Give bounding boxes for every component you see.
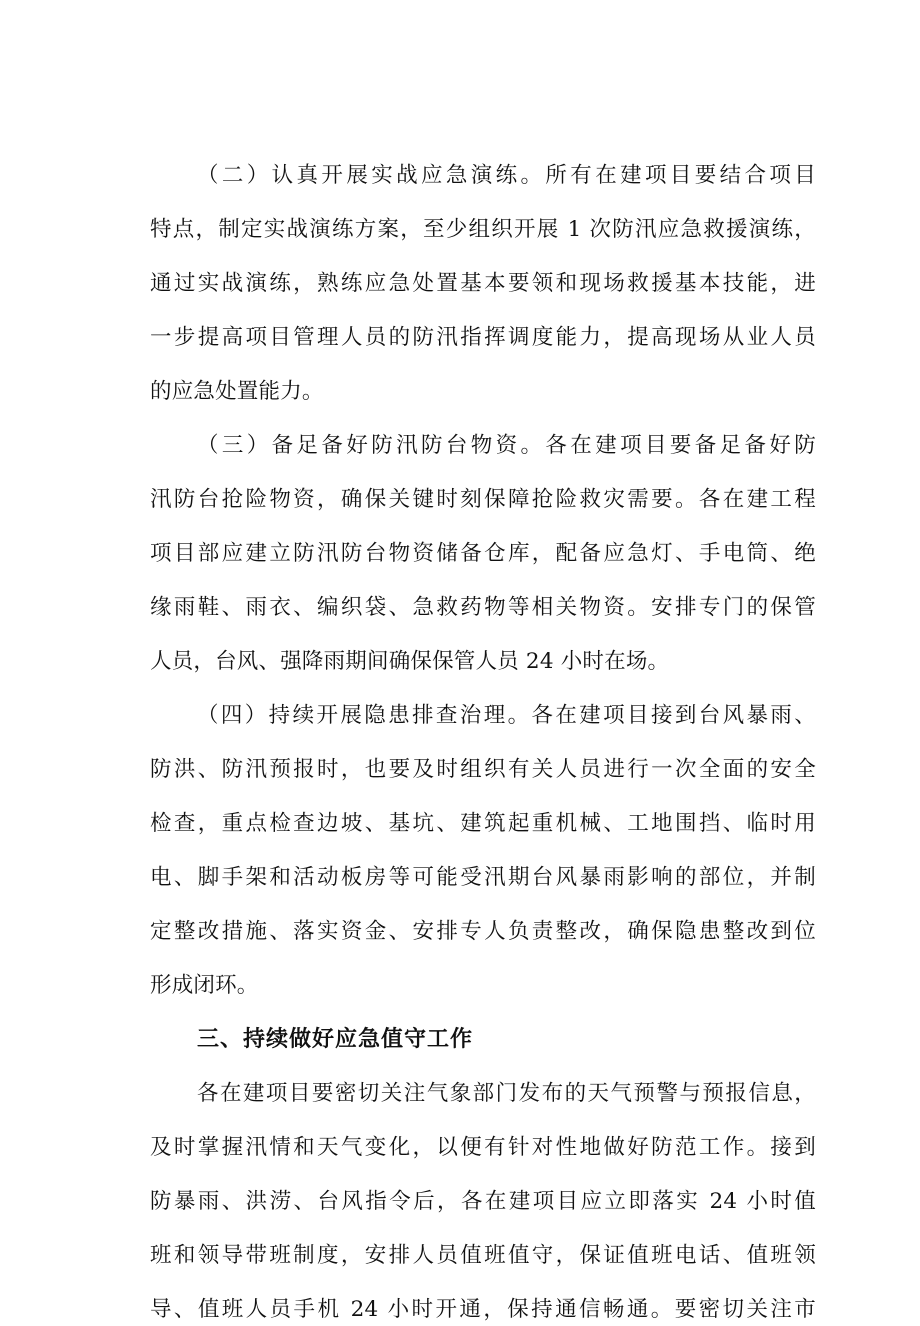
paragraph-line: （四）持续开展隐患排查治理。各在建项目接到台风暴雨、 [197, 703, 816, 728]
paragraph-line: 防暴雨、洪涝、台风指令后，各在建项目应立即落实 24 小时值 [150, 1189, 816, 1214]
paragraph-line: 项目部应建立防汛防台物资储备仓库，配备应急灯、手电筒、绝 [150, 541, 816, 566]
paragraph-line: 导、值班人员手机 24 小时开通，保持通信畅通。要密切关注市 [150, 1297, 816, 1322]
paragraph-line: （二）认真开展实战应急演练。所有在建项目要结合项目 [197, 163, 816, 188]
paragraph-line: （三）备足备好防汛防台物资。各在建项目要备足备好防 [197, 433, 816, 458]
paragraph-line: 特点，制定实战演练方案，至少组织开展 1 次防汛应急救援演练， [150, 217, 816, 242]
paragraph-line: 定整改措施、落实资金、安排专人负责整改，确保隐患整改到位 [150, 919, 816, 944]
paragraph-line: 缘雨鞋、雨衣、编织袋、急救药物等相关物资。安排专门的保管 [150, 595, 816, 620]
paragraph-line: 电、脚手架和活动板房等可能受汛期台风暴雨影响的部位，并制 [150, 865, 816, 890]
section-heading: 三、持续做好应急值守工作 [197, 1027, 474, 1052]
paragraph-line: 各在建项目要密切关注气象部门发布的天气预警与预报信息， [197, 1081, 816, 1106]
paragraph-line: 一步提高项目管理人员的防汛指挥调度能力，提高现场从业人员 [150, 325, 816, 350]
paragraph-line: 检查，重点检查边坡、基坑、建筑起重机械、工地围挡、临时用 [150, 811, 816, 836]
paragraph-line: 汛防台抢险物资，确保关键时刻保障抢险救灾需要。各在建工程 [150, 487, 816, 512]
paragraph-line: 通过实战演练，熟练应急处置基本要领和现场救援基本技能，进 [150, 271, 816, 296]
paragraph-line: 班和领导带班制度，安排人员值班值守，保证值班电话、值班领 [150, 1243, 816, 1268]
paragraph-line: 人员，台风、强降雨期间确保保管人员 24 小时在场。 [150, 649, 670, 674]
paragraph-line: 防洪、防汛预报时，也要及时组织有关人员进行一次全面的安全 [150, 757, 816, 782]
paragraph-line: 的应急处置能力。 [150, 379, 324, 404]
paragraph-line: 及时掌握汛情和天气变化，以便有针对性地做好防范工作。接到 [150, 1135, 816, 1160]
paragraph-line: 形成闭环。 [150, 973, 259, 998]
